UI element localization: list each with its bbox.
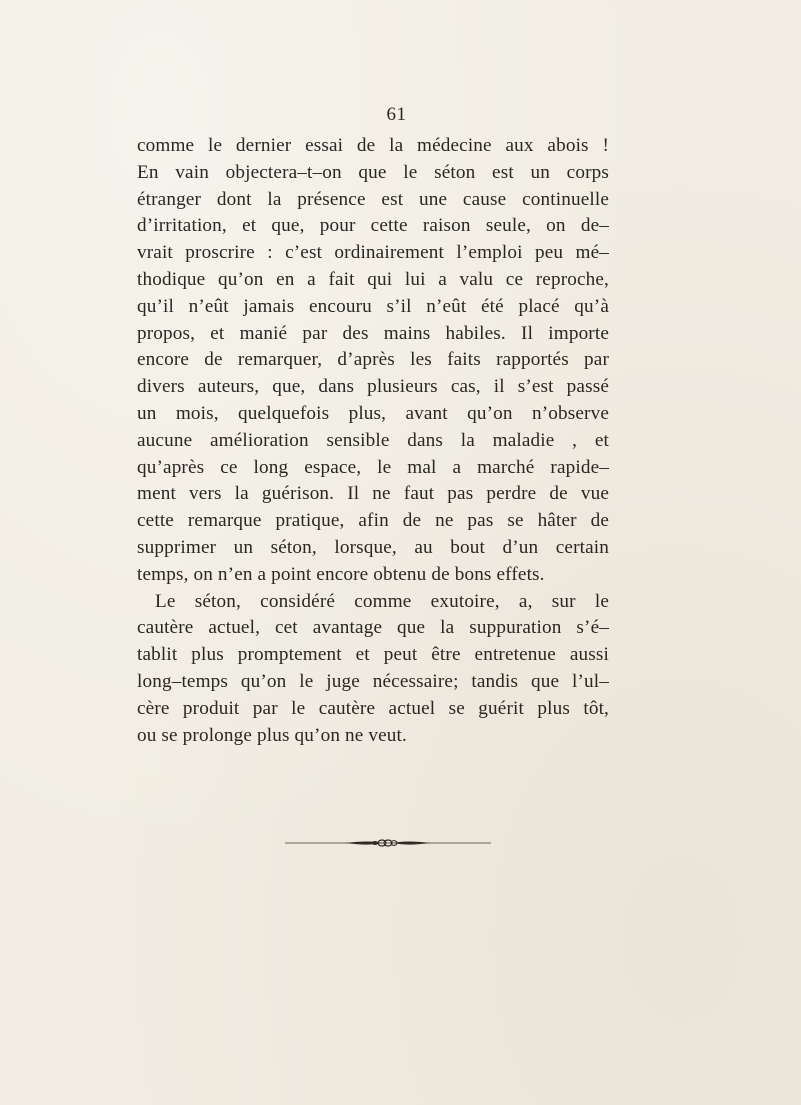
text-line: aucune amélioration sensible dans la maladie , et xyxy=(137,429,609,451)
text-line: divers auteurs, que, dans plusieurs cas, il s’est passé xyxy=(137,376,609,398)
text-line: ment vers la guérison. Il ne faut pas perdre de vue xyxy=(137,483,609,505)
text-line: vrait proscrire : c’est ordinairement l’emploi peu mé– xyxy=(137,242,609,264)
text-line: d’irritation, et que, pour cette raison seule, on de– xyxy=(137,215,609,237)
text-line: propos, et manié par des mains habiles. Il importe xyxy=(137,322,609,344)
text-line: long–temps qu’on le juge nécessaire; tandis que l’ul– xyxy=(137,670,609,692)
text-line: cère produit par le cautère actuel se guérit plus tôt, xyxy=(137,697,609,719)
text-line: tablit plus promptement et peut être entretenue aussi xyxy=(137,644,609,666)
text-line: encore de remarquer, d’après les faits rapportés par xyxy=(137,349,609,371)
text-line: ou se prolonge plus qu’on ne veut. xyxy=(137,724,407,746)
text-line: Le séton, considéré comme exutoire, a, sur le xyxy=(155,590,609,612)
page-number: 61 xyxy=(386,104,407,125)
text-line: cette remarque pratique, afin de ne pas se hâter de xyxy=(137,510,609,532)
text-line: un mois, quelquefois plus, avant qu’on n’observe xyxy=(137,402,609,424)
text-line: temps, on n’en a point encore obtenu de bons effets. xyxy=(137,563,545,585)
tailpiece-ornament-icon xyxy=(285,837,491,849)
text-line: thodique qu’on en a fait qui lui a valu ce reproche, xyxy=(137,268,609,290)
text-line: En vain objectera–t–on que le séton est un corps xyxy=(137,161,609,183)
text-line: supprimer un séton, lorsque, au bout d’un certain xyxy=(137,536,609,558)
text-line: qu’après ce long espace, le mal a marché rapide– xyxy=(137,456,609,478)
text-line: comme le dernier essai de la médecine aux abois ! xyxy=(137,135,609,156)
text-line: étranger dont la présence est une cause continuelle xyxy=(137,188,609,210)
body-text xyxy=(137,133,609,749)
text-line: qu’il n’eût jamais encouru s’il n’eût été placé qu’à xyxy=(137,295,609,317)
text-line: cautère actuel, cet avantage que la suppuration s’é– xyxy=(137,617,609,639)
